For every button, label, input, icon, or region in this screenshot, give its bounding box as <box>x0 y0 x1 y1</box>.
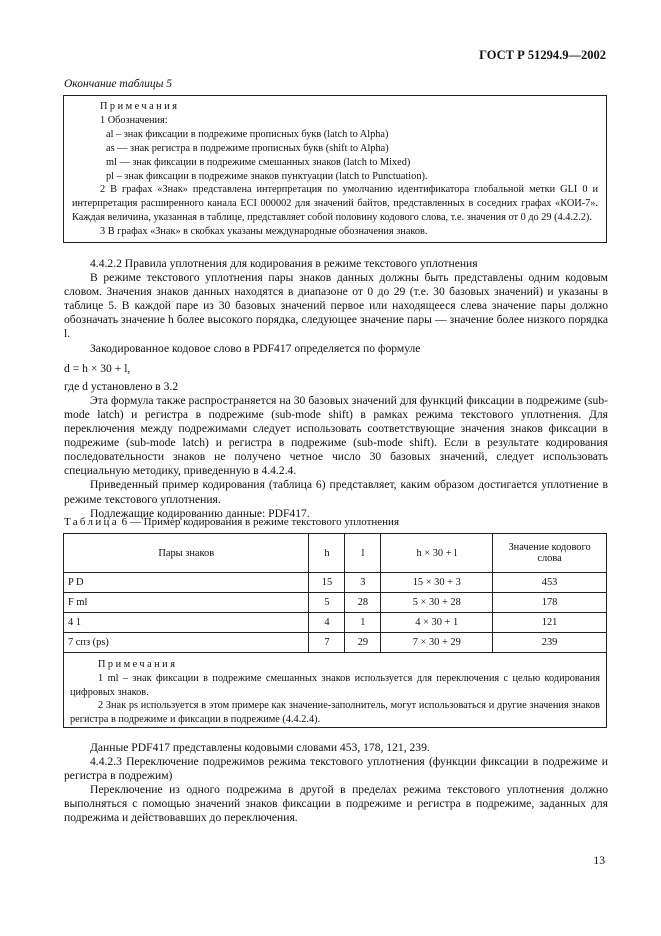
note-item-2: 2 В графах «Знак» представлена интерпретация по умолчанию идентификатора глобальной метки GLI 0 и интерпретация расширенного канала ECI 000002 для значений байтов, представленных в соседних графах «КОИ-7». Каждая величина, указанная в таблице, представляет собой половину кодового слова, т.е. значения от 0 до 29 (4.4.2.2). <box>72 184 598 224</box>
table-cell: 7 × 30 + 29 <box>381 633 493 653</box>
table-cell: 15 <box>309 573 345 593</box>
table-cell: 178 <box>493 593 607 613</box>
section-title: 4.4.2.2 Правила уплотнения для кодирования в режиме текстового уплотнения <box>90 257 478 270</box>
paragraph: Переключение из одного подрежима в другой в пределах режима текстового уплотнения должно выполняться с помощью значений знаков фиксации в подрежиме и регистра в подрежиме, заданных для подрежима и действовавших до переключения. <box>64 783 608 825</box>
note-item-1: 1 Обозначения: <box>100 114 168 126</box>
paragraph: Приведенный пример кодирования (таблица 6) представляет, каким образом достигается уплотнение в режиме текстового уплотнения. <box>64 478 608 506</box>
table-cell: 15 × 30 + 3 <box>381 573 493 593</box>
table-cell: 28 <box>345 593 381 613</box>
section-4-4-2-3 <box>64 741 608 826</box>
table-cell: 121 <box>493 613 607 633</box>
table-cell: 5 <box>309 593 345 613</box>
note-item-3: 3 В графах «Знак» в скобках указаны международные обозначения знаков. <box>100 226 428 238</box>
notes-heading: Примечания <box>98 659 178 670</box>
section-title: 4.4.2.3 Переключение подрежимов режима текстового уплотнения (функции фиксации в подрежиме и регистра в подрежим) <box>64 755 608 783</box>
definition-as: as — знак регистра в подрежиме прописных букв (shift to Alpha) <box>106 142 389 154</box>
document-id-header: ГОСТ Р 51294.9—2002 <box>479 48 606 62</box>
table6-caption <box>64 516 399 528</box>
table-cell: 239 <box>493 633 607 653</box>
page-number: 13 <box>593 854 605 867</box>
table-label: Таблица <box>64 516 119 528</box>
column-header: Пары знаков <box>64 534 309 573</box>
table-cell: 3 <box>345 573 381 593</box>
column-header: Значение кодового слова <box>493 534 607 573</box>
table-row <box>64 613 607 633</box>
notes-heading: Примечания <box>100 101 180 112</box>
table6 <box>63 533 607 653</box>
table-row <box>64 593 607 613</box>
table-row <box>64 573 607 593</box>
table5-notes-box <box>63 95 607 243</box>
paragraph: Подлежащие кодированию данные: PDF417. <box>90 506 310 520</box>
section-4-4-2-2 <box>64 257 608 521</box>
table-cell: P D <box>64 573 309 593</box>
column-header: h × 30 + l <box>381 534 493 573</box>
table-cell: 4 × 30 + 1 <box>381 613 493 633</box>
note-item-1: 1 ml – знак фиксации в подрежиме смешанных знаков используется для переключения с целью кодирования цифровых знаков. <box>70 672 600 698</box>
definition-ml: ml — знак фиксации в подрежиме смешанных знаков (latch to Mixed) <box>106 156 411 168</box>
paragraph: Эта формула также распространяется на 30 базовых значений для функций фиксации в подрежиме (sub-mode latch) и регистра в подрежиме (sub-mode shift) в рамках режима текстового уплотнения. Для переключения между подрежимами следует использовать соответствующие значения знаков фиксации в подрежиме (sub-mode latch) и регистра в подрежиме (sub-mode shift). Если в результате кодирования последовательности знаков не получено четное число 30 базовых значений, следует использовать специальную методику, приведенную в 4.4.2.4. <box>64 393 608 478</box>
definition-al: al – знак фиксации в подрежиме прописных букв (latch to Alpha) <box>106 128 389 140</box>
table-cell: 29 <box>345 633 381 653</box>
paragraph: В режиме текстового уплотнения пары знаков данных должны быть представлены одним кодовым словом. Значения знаков данных находятся в диапазоне от 0 до 29 (т.е. 30 базовых значений) и указаны в таблице 5. В каждой паре из 30 базовых значений первое или находящееся слева значение пары должно обозначать значение h более высокого порядка, следующее значение пары — значение более низкого порядка l. <box>64 271 608 341</box>
table-cell: 4 <box>309 613 345 633</box>
table-header-row <box>64 534 607 573</box>
column-header: h <box>309 534 345 573</box>
table-cell: 4 1 <box>64 613 309 633</box>
paragraph: Закодированное кодовое слово в PDF417 определяется по формуле <box>90 341 421 355</box>
column-header: l <box>345 534 381 573</box>
table-cell: 5 × 30 + 28 <box>381 593 493 613</box>
table-caption-text: 6 — Пример кодирования в режиме текстового уплотнения <box>118 516 400 528</box>
note-item-2: 2 Знак ps используется в этом примере как значение-заполнитель, могут использоваться и другие значения знаков регистра в подрежиме и фиксации в подрежиме (4.4.2.4). <box>70 700 600 726</box>
table-row <box>64 633 607 653</box>
table-cell: 1 <box>345 613 381 633</box>
table-cell: 453 <box>493 573 607 593</box>
paragraph: где d установлено в 3.2 <box>64 379 179 393</box>
table-cell: 7 спз (ps) <box>64 633 309 653</box>
formula: d = h × 30 + l, <box>64 361 131 375</box>
table-continuation-caption: Окончание таблицы 5 <box>64 78 172 90</box>
table-cell: 7 <box>309 633 345 653</box>
paragraph: Данные PDF417 представлены кодовыми словами 453, 178, 121, 239. <box>90 741 430 754</box>
definition-pl: pl – знак фиксации в подрежиме знаков пунктуации (latch to Punctuation). <box>106 170 428 182</box>
table-cell: F ml <box>64 593 309 613</box>
table6-notes-box <box>63 652 607 728</box>
